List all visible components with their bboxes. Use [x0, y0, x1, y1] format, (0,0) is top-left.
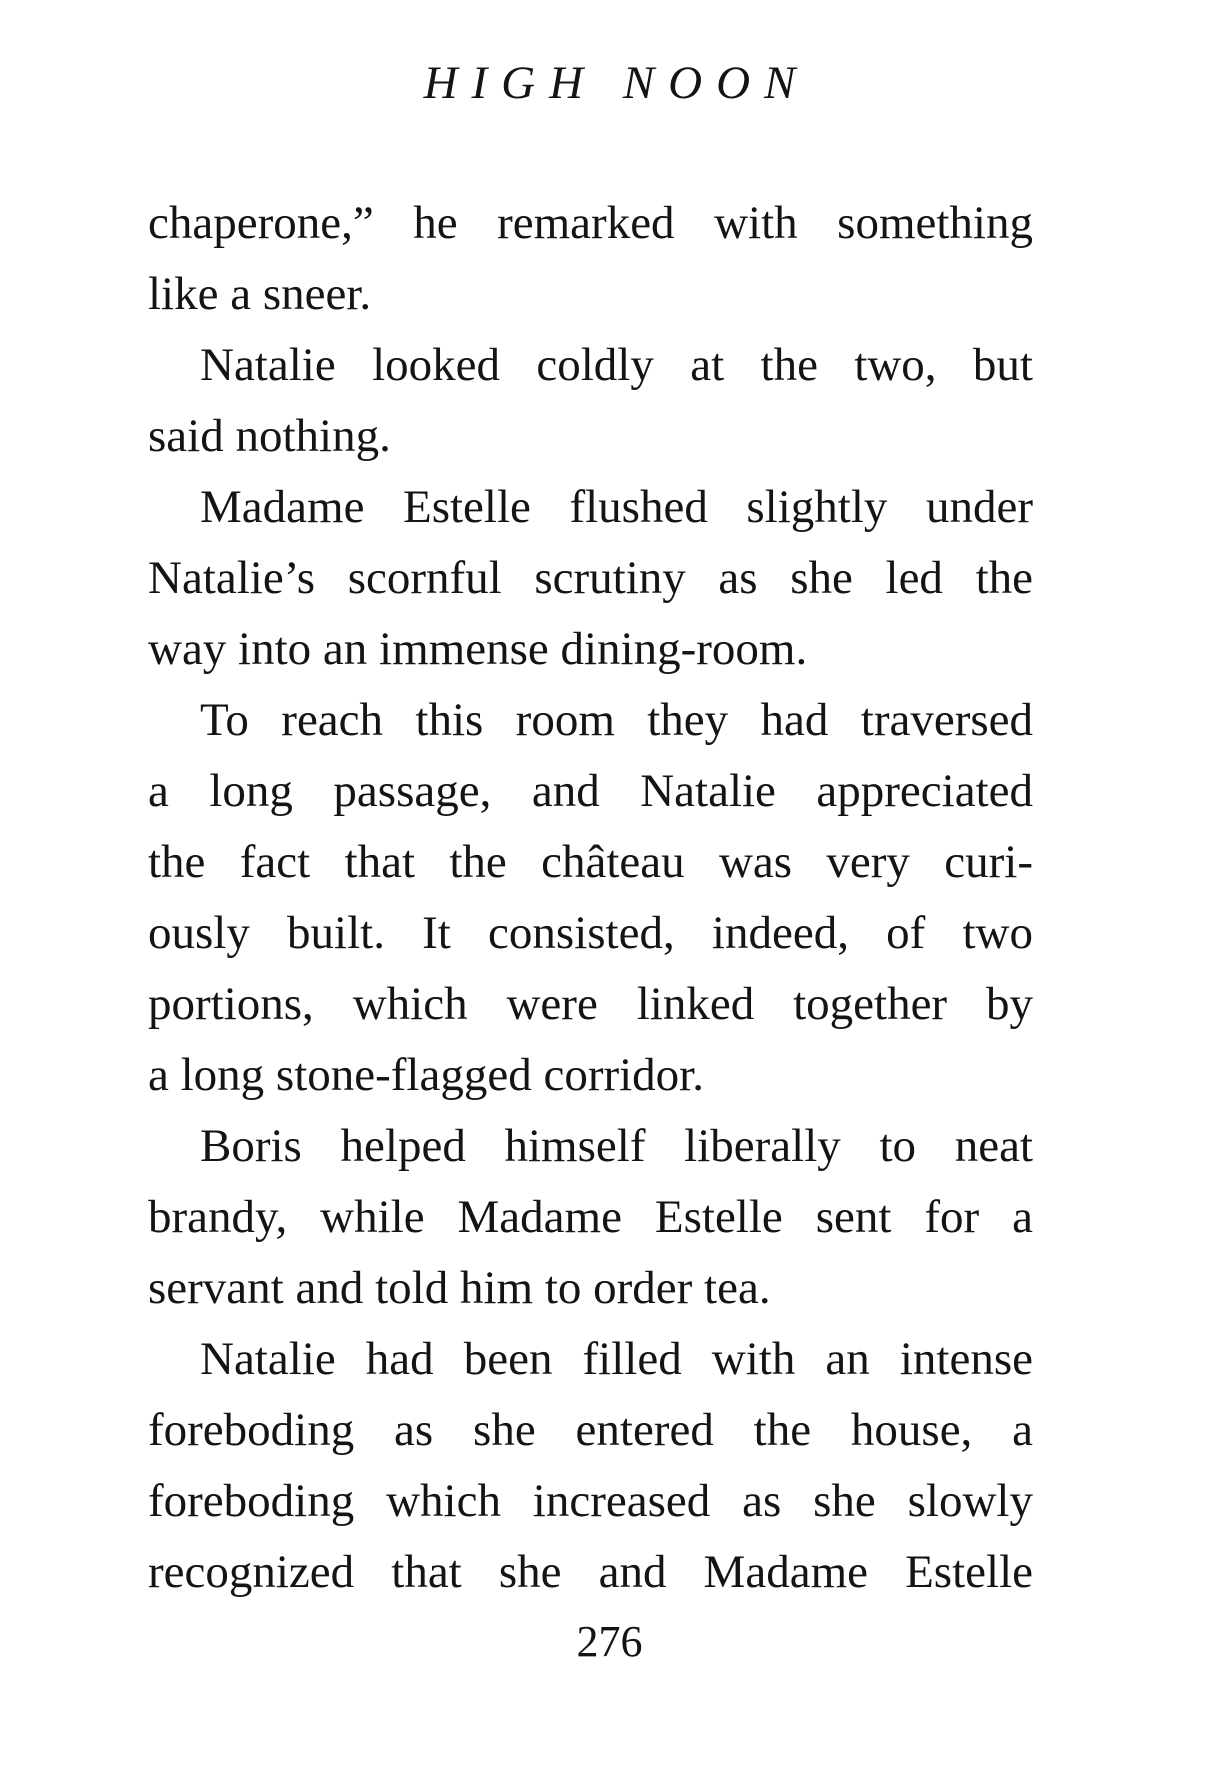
text-line: a long passage, and Natalie appreciated — [148, 765, 1033, 817]
text-line: the fact that the château was very curi- — [148, 836, 1033, 888]
text-line: said nothing. — [148, 410, 391, 462]
text-line: chaperone,” he remarked with something — [148, 197, 1033, 249]
text-line: foreboding which increased as she slowly — [148, 1475, 1033, 1527]
text-line: way into an immense dining-room. — [148, 623, 808, 675]
text-line: To reach this room they had traversed — [200, 694, 1033, 746]
text-line: a long stone-flagged corridor. — [148, 1049, 704, 1101]
text-line: Boris helped himself liberally to neat — [200, 1120, 1033, 1172]
text-line: servant and told him to order tea. — [148, 1262, 771, 1314]
text-line: Natalie had been filled with an intense — [200, 1333, 1033, 1385]
text-line: Madame Estelle flushed slightly under — [200, 481, 1033, 533]
running-head-title: HIGH NOON — [423, 57, 810, 109]
text-line: ously built. It consisted, indeed, of two — [148, 907, 1033, 959]
text-line: recognized that she and Madame Estelle — [148, 1546, 1033, 1598]
text-line: Natalie’s scornful scrutiny as she led the — [148, 552, 1033, 604]
text-line: Natalie looked coldly at the two, but — [200, 339, 1033, 391]
text-line: brandy, while Madame Estelle sent for a — [148, 1191, 1033, 1243]
page-number: 276 — [576, 1617, 643, 1666]
text-line: like a sneer. — [148, 268, 372, 320]
text-line: foreboding as she entered the house, a — [148, 1404, 1033, 1456]
text-line: portions, which were linked together by — [148, 978, 1033, 1030]
body-text — [148, 188, 1033, 1608]
running-head — [0, 57, 1219, 109]
